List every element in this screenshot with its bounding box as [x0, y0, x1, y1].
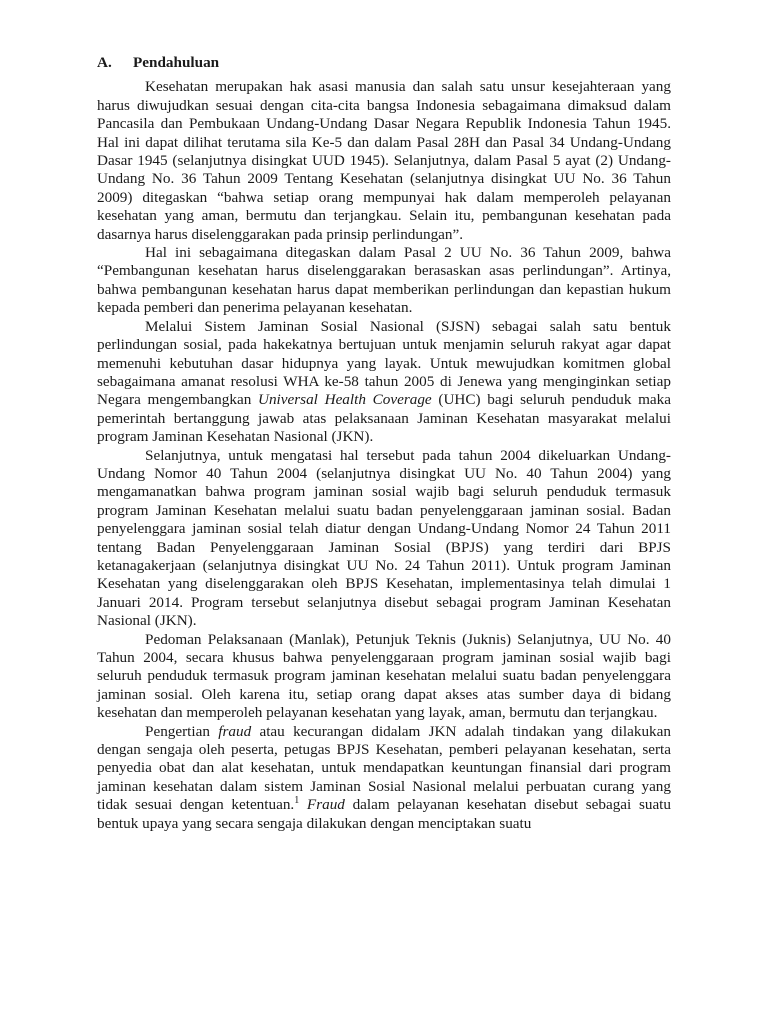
section-number: A. — [97, 54, 112, 71]
paragraph-6 — [97, 723, 671, 833]
paragraph-6-text-a: Pengertian — [145, 722, 219, 740]
paragraph-6-text-b: atau kecurangan didalam JKN adalah tindakan yang dilakukan dengan sengaja oleh peserta, petugas BPJS Kesehatan, pemberi pelayanan kesehatan, serta penyedia obat dan alat kesehatan, untuk mendapatkan keuntungan finansial dari program jaminan kesehatan dalam sistem Jaminan Sosial Nasional melalui perbuatan curang yang tidak sesuai dengan ketentuan. — [97, 722, 671, 814]
footnote-marker: 1 — [294, 795, 300, 807]
paragraph-6-text-c: dalam pelayanan kesehatan disebut sebagai suatu bentuk upaya yang secara sengaja dilakukan dengan menciptakan suatu — [97, 796, 671, 832]
document-page — [97, 54, 671, 833]
paragraph-1: Kesehatan merupakan hak asasi manusia dan salah satu unsur kesejahteraan yang harus diwujudkan sesuai dengan cita-cita bangsa Indonesia sebagaimana dimaksud dalam Pancasila dan Pembukaan Undang-Undang Dasar Negara Republik Indonesia Tahun 1945. Hal ini dapat dilihat terutama sila Ke-5 dan dalam Pasal 28H dan Pasal 34 Undang-Undang Dasar 1945 (selanjutnya disingkat UUD 1945). Selanjutnya, dalam Pasal 5 ayat (2) Undang-Undang No. 36 Tahun 2009 Tentang Kesehatan (selanjutnya disingkat UU No. 36 Tahun 2009) ditegaskan “bahwa setiap orang mempunyai hak dalam memperoleh pelayanan kesehatan yang aman, bermutu dan terjangkau. Selain itu, pembangunan kesehatan pada dasarnya harus diselenggarakan pada prinsip perlindungan”. — [97, 78, 671, 243]
section-heading — [97, 54, 671, 72]
paragraph-3-text-a: Melalui Sistem Jaminan Sosial Nasional (SJSN) sebagai salah satu bentuk perlindungan sosial, pada hakekatnya bertujuan untuk menjamin seluruh rakyat agar dapat memenuhi kebutuhan dasar hidupnya yang layak. Untuk mewujudkan komitmen global sebagaimana amanat resolusi WHA ke-58 tahun 2005 di Jenewa yang menginginkan setiap Negara mengembangkan — [97, 317, 671, 409]
paragraph-3 — [97, 318, 671, 447]
paragraph-4: Selanjutnya, untuk mengatasi hal tersebut pada tahun 2004 dikeluarkan Undang-Undang Nomor 40 Tahun 2004 (selanjutnya disingkat UU No. 40 Tahun 2004) yang mengamanatkan bahwa program jaminan sosial wajib bagi seluruh penduduk termasuk program Jaminan Kesehatan melalui suatu badan penyelenggaraan jaminan sosial. Badan penyelenggara jaminan sosial telah diatur dengan Undang-Undang Nomor 24 Tahun 2011 tentang Badan Penyelenggaraan Jaminan Sosial (BPJS) yang terdiri dari BPJS ketanagakerjaan (selanjutnya disingkat UU No. 24 Tahun 2011). Untuk program Jaminan Kesehatan yang diselenggarakan oleh BPJS Kesehatan, implementasinya telah dimulai 1 Januari 2014. Program tersebut selanjutnya disebut sebagai program Jaminan Kesehatan Nasional (JKN). — [97, 446, 671, 630]
paragraph-2: Hal ini sebagaimana ditegaskan dalam Pasal 2 UU No. 36 Tahun 2009, bahwa “Pembangunan kesehatan harus diselenggarakan berasaskan asas perlindungan”. Artinya, bahwa pembangunan kesehatan harus dapat memberikan perlindungan dan kepastian hukum kepada pemberi dan penerima pelayanan kesehatan. — [97, 244, 671, 317]
fraud-term: fraud — [218, 722, 252, 740]
uhc-term: Universal Health Coverage — [258, 391, 432, 409]
fraud-term-2: Fraud — [306, 796, 345, 814]
paragraph-5: Pedoman Pelaksanaan (Manlak), Petunjuk Teknis (Juknis) Selanjutnya, UU No. 40 Tahun 2004, secara khusus bahwa penyelenggaraan program jaminan sosial wajib bagi seluruh penduduk termasuk program jaminan kesehatan melalui suatu badan penyelenggara jaminan sosial. Oleh karena itu, setiap orang dapat akses atas sumber daya di bidang kesehatan dan memperoleh pelayanan kesehatan yang layak, aman, bermutu dan terjangkau. — [97, 630, 671, 722]
paragraph-3-text-b: (UHC) bagi seluruh penduduk maka pemerintah bertanggung jawab atas pelaksanaan Jaminan Kesehatan masyarakat melalui program Jaminan Kesehatan Nasional (JKN). — [97, 391, 672, 446]
section-title: Pendahuluan — [133, 54, 220, 71]
